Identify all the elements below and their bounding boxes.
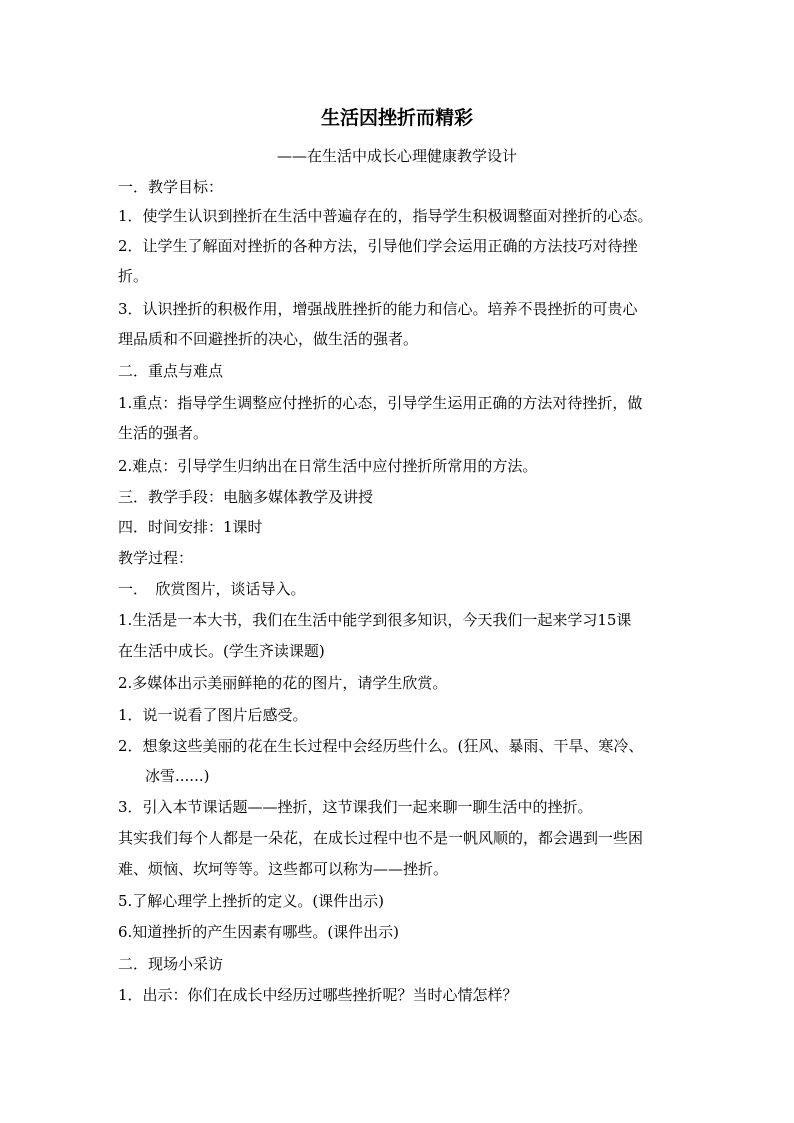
section-heading-interview: 二．现场小采访 bbox=[118, 955, 224, 973]
sub-item-3: 3．引入本节课话题——挫折，这节课我们一起来聊一聊生活中的挫折。 bbox=[118, 798, 593, 816]
document-subtitle: ——在生活中成长心理健康教学设计 bbox=[276, 147, 517, 165]
process-item-2: 2.多媒体出示美丽鲜艳的花的图片，请学生欣赏。 bbox=[118, 674, 448, 692]
key-point-cont: 生活的强者。 bbox=[118, 424, 209, 442]
interview-item-1: 1．出示：你们在成长中经历过哪些挫折呢？当时心情怎样？ bbox=[118, 986, 518, 1004]
section-heading-objectives: 一．教学目标： bbox=[118, 178, 224, 196]
process-item-1: 1.生活是一本大书，我们在生活中能学到很多知识，今天我们一起来学习15课 bbox=[118, 611, 632, 629]
process-item-1-cont: 在生活中成长。(学生齐读课题) bbox=[118, 642, 325, 660]
objective-2-cont: 折。 bbox=[118, 267, 149, 285]
objective-3: 3．认识挫折的积极作用，增强战胜挫折的能力和信心。培养不畏挫折的可贵心 bbox=[118, 300, 638, 318]
process-item-5: 5.了解心理学上挫折的定义。(课件出示) bbox=[118, 892, 385, 910]
teaching-process-heading: 教学过程： bbox=[118, 549, 194, 567]
section-heading-schedule: 四．时间安排：1课时 bbox=[118, 518, 263, 536]
paragraph-line-2: 难、烦恼、坎坷等等。这些都可以称为——挫折。 bbox=[118, 860, 449, 878]
sub-item-2: 2．想象这些美丽的花在生长过程中会经历些什么。(狂风、暴雨、干旱、寒冷、 bbox=[118, 737, 644, 755]
process-item-6: 6.知道挫折的产生因素有哪些。(课件出示) bbox=[118, 923, 400, 941]
objective-2: 2．让学生了解面对挫折的各种方法，引导他们学会运用正确的方法技巧对待挫 bbox=[118, 237, 638, 255]
section-heading-methods: 三．教学手段：电脑多媒体教学及讲授 bbox=[118, 488, 374, 506]
objective-1: 1．使学生认识到挫折在生活中普遍存在的，指导学生积极调整面对挫折的心态。 bbox=[118, 207, 653, 225]
objective-3-cont: 理品质和不回避挫折的决心，做生活的强者。 bbox=[118, 330, 419, 348]
sub-item-2-cont: 冰雪......) bbox=[145, 767, 210, 785]
document-title: 生活因挫折而精彩 bbox=[320, 107, 473, 129]
section-heading-key-points: 二．重点与难点 bbox=[118, 362, 224, 380]
process-step-1: 一． 欣赏图片，谈话导入。 bbox=[118, 580, 306, 598]
sub-item-1: 1．说一说看了图片后感受。 bbox=[118, 706, 308, 724]
difficulty: 2.难点：引导学生归纳出在日常生活中应付挫折所常用的方法。 bbox=[118, 457, 538, 475]
paragraph-line-1: 其实我们每个人都是一朵花，在成长过程中也不是一帆风顺的，都会遇到一些困 bbox=[118, 829, 644, 847]
key-point: 1.重点：指导学生调整应付挫折的心态，引导学生运用正确的方法对待挫折，做 bbox=[118, 394, 643, 412]
